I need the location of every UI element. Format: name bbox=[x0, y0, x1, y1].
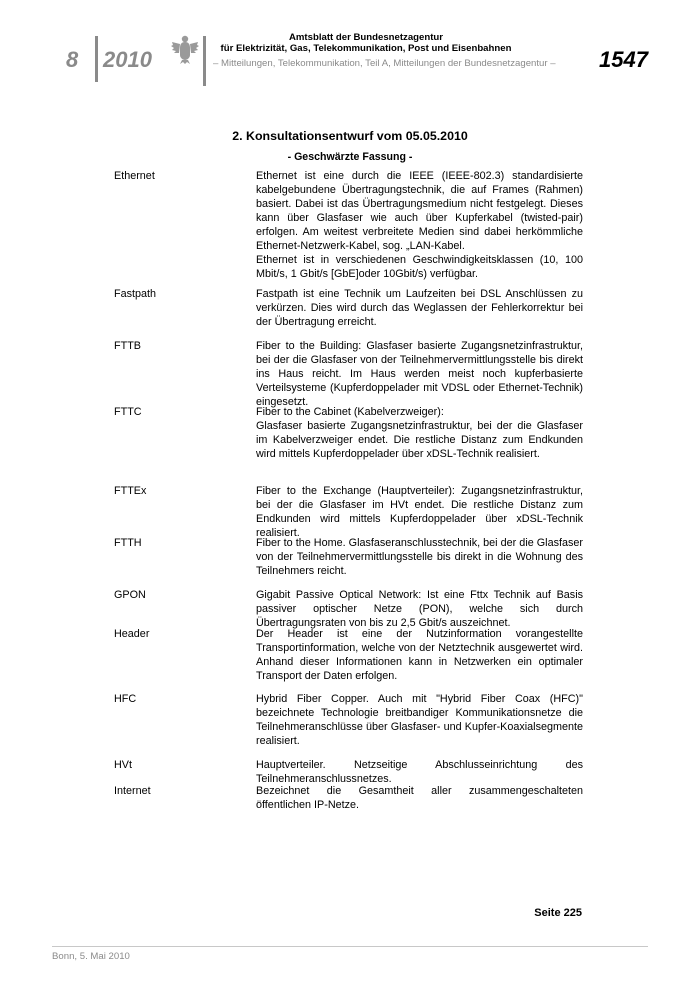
definition-paragraph: Ethernet ist in verschiedenen Geschwindigkeitsklassen (10, 100 Mbit/s, 1 Gbit/s [GbE]oder 10Gbit/s) verfügbar. bbox=[256, 254, 583, 280]
glossary-definition bbox=[256, 627, 583, 683]
glossary-entry-fttb bbox=[114, 339, 584, 409]
glossary-definition bbox=[256, 758, 583, 786]
glossary-definition bbox=[256, 536, 583, 578]
glossary-definition bbox=[256, 169, 583, 281]
glossary-entry-gpon bbox=[114, 588, 584, 630]
definition-paragraph: Gigabit Passive Optical Network: Ist eine Fttx Technik auf Basis passiver optischer Netze (PON), welche sich durch Übertragungsraten von bis zu 2,5 Gbit/s auszeichnet. bbox=[256, 589, 583, 629]
glossary-entry-fttc bbox=[114, 405, 584, 461]
glossary-definition bbox=[256, 784, 583, 812]
document-heading: 2. Konsultationsentwurf vom 05.05.2010 bbox=[232, 129, 468, 143]
glossary-entry-fastpath bbox=[114, 287, 584, 329]
glossary-definition bbox=[256, 405, 583, 461]
glossary-term: FTTC bbox=[114, 406, 142, 418]
glossary-entry-ftth bbox=[114, 536, 584, 578]
glossary-term: FTTEx bbox=[114, 485, 147, 497]
definition-paragraph: Bezeichnet die Gesamtheit aller zusammengeschalteten öffentlichen IP-Netze. bbox=[256, 785, 583, 811]
glossary-term: HVt bbox=[114, 759, 132, 771]
gazette-title-line1: Amtsblatt der Bundesnetzagentur bbox=[288, 32, 444, 43]
glossary-definition bbox=[256, 287, 583, 329]
glossary-term: FTTH bbox=[114, 537, 142, 549]
glossary-entry-internet bbox=[114, 784, 584, 812]
glossary-term: Fastpath bbox=[114, 288, 157, 300]
gazette-title bbox=[206, 32, 526, 54]
header-divider bbox=[95, 36, 98, 82]
definition-paragraph: Hauptverteiler. Netzseitige Abschlusseinrichtung des Teilnehmeranschlussnetzes. bbox=[256, 759, 583, 785]
definition-paragraph: Ethernet ist eine durch die IEEE (IEEE-802.3) standardisierte kabelgebundene Übertragungstechnik, die auf Frames (Rahmen) basiert. Dabei ist das Übertragungsmedium nicht festgelegt. Dieses kann über Glasfaser wie auch über Kupferkabel (twisted-pair) erfolgen. Am weitest verbreitete Medien sind dabei herkömmliche Ethernet-Netzwerk-Kabel, sog. „LAN-Kabel. bbox=[256, 170, 583, 252]
glossary-entry-ethernet bbox=[114, 169, 584, 281]
definition-paragraph: Fiber to the Cabinet (Kabelverzweiger): bbox=[256, 406, 444, 418]
glossary-term: Header bbox=[114, 628, 150, 640]
glossary-term: GPON bbox=[114, 589, 146, 601]
glossary-term: HFC bbox=[114, 693, 137, 705]
glossary-entry-header bbox=[114, 627, 584, 683]
gazette-title-line2: für Elektrizität, Gas, Telekommunikation, Post und Eisenbahnen bbox=[220, 43, 512, 54]
definition-paragraph: Fiber to the Home. Glasfaseranschlusstechnik, bei der die Glasfaser von der Teilnehmervermittlungsstelle bis direkt in die Wohnung des Teilnehmers reicht. bbox=[256, 537, 583, 577]
page-reference: Seite 225 bbox=[534, 907, 582, 919]
gazette-subtitle: – Mitteilungen, Telekommunikation, Teil A, Mitteilungen der Bundesnetzagentur – bbox=[213, 58, 556, 69]
definition-paragraph: Fiber to the Building: Glasfaser basierte Zugangsnetzinfrastruktur, bei der die Glasfaser von der Teilnehmervermittlungsstelle bis direkt ins Haus reicht. Im Haus werden meist noch kupferbasierte Verteilsysteme (Kupferdoppelader mit VDSL oder Ethernet-Technik) eingesetzt. bbox=[256, 340, 583, 408]
definition-paragraph: Fastpath ist eine Technik um Laufzeiten bei DSL Anschlüssen zu verkürzen. Dies wird durch das Weglassen der Fehlerkorrektur bei der Übertragung erreicht. bbox=[256, 288, 583, 328]
glossary-entry-hfc bbox=[114, 692, 584, 748]
definition-paragraph: Hybrid Fiber Copper. Auch mit "Hybrid Fiber Coax (HFC)" bezeichnete Technologie breitbandiger Kommunikationsnetze die Teilnehmeranschlüsse über Glasfaser- und Kupfer-Koaxialsegmente realisiert. bbox=[256, 693, 583, 747]
page-number: 1547 bbox=[599, 47, 648, 72]
glossary-entry-fttex bbox=[114, 484, 584, 540]
glossary-definition bbox=[256, 588, 583, 630]
definition-paragraph: Glasfaser basierte Zugangsnetzinfrastruktur, bei der die Glasfaser im Kabelverzweiger endet. Die restliche Distanz zum Endkunden wird mittels Kupferdoppelader über xDSL-Technik realisiert. bbox=[256, 420, 583, 460]
document-subheading: - Geschwärzte Fassung - bbox=[287, 151, 413, 163]
glossary-term: FTTB bbox=[114, 340, 141, 352]
glossary-term: Ethernet bbox=[114, 170, 155, 182]
issue-year: 2010 bbox=[103, 47, 152, 72]
glossary-definition bbox=[256, 692, 583, 748]
glossary-term: Internet bbox=[114, 785, 151, 797]
definition-paragraph: Der Header ist eine der Nutzinformation vorangestellte Transportinformation, welche von der Netztechnik ausgewertet wird. Anhand dieser Informationen kann in Netzwerken ein optimaler Transport der Daten erfolgen. bbox=[256, 628, 583, 682]
glossary-definition bbox=[256, 339, 583, 409]
footer-place-date: Bonn, 5. Mai 2010 bbox=[52, 951, 130, 962]
glossary-definition bbox=[256, 484, 583, 540]
issue-number: 8 bbox=[66, 47, 79, 72]
glossary-entry-hvt bbox=[114, 758, 584, 786]
federal-eagle-icon bbox=[170, 33, 200, 65]
definition-paragraph: Fiber to the Exchange (Hauptverteiler): Zugangsnetzinfrastruktur, bei der die Glasfaser im HVt endet. Die restliche Distanz zum Endkunden wird mittels Kupferdoppelader über xDSL-Technik realisiert. bbox=[256, 485, 583, 539]
footer-divider bbox=[52, 946, 648, 947]
